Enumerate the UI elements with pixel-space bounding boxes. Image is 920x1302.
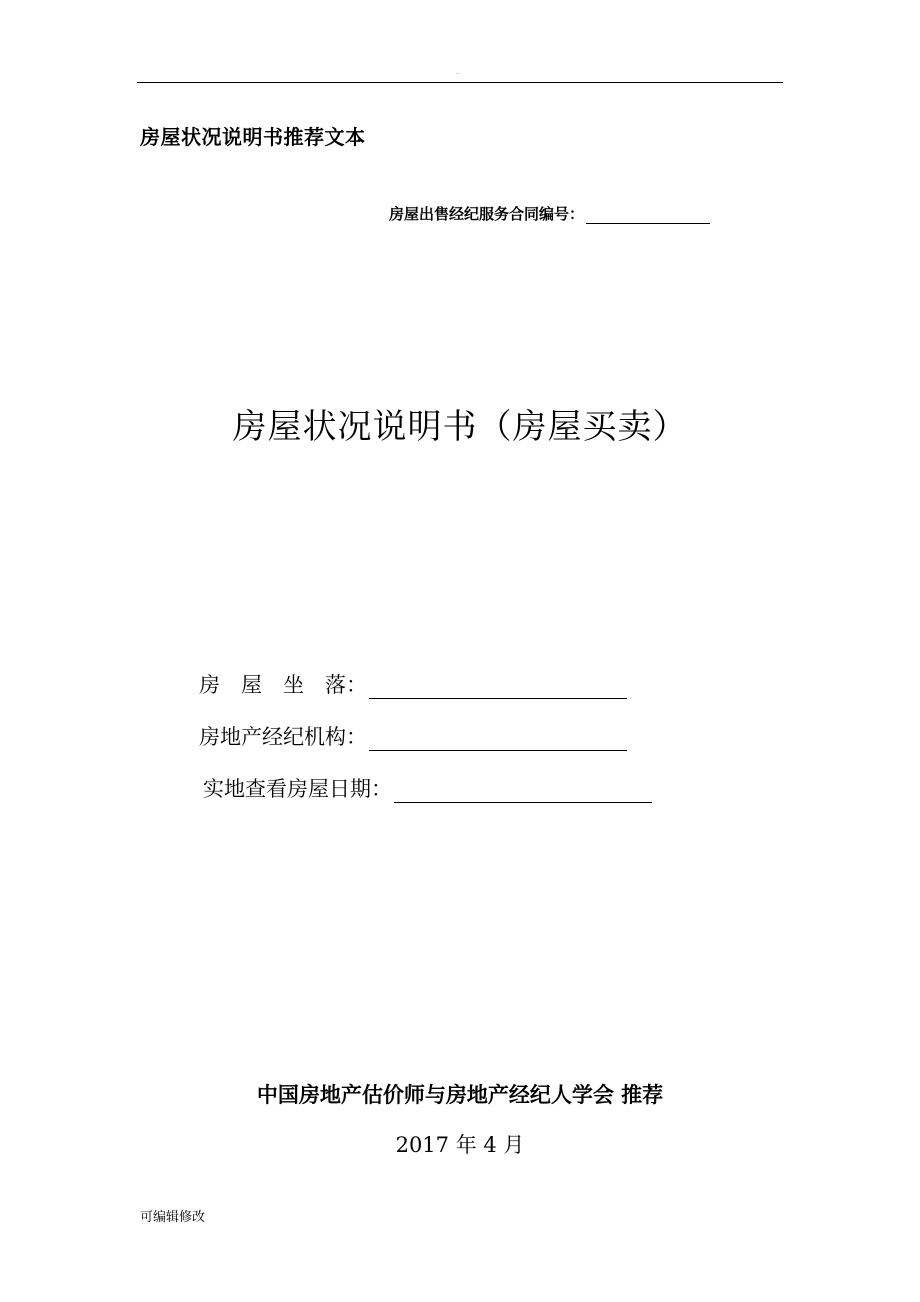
field-label: 房 屋 坐 落：: [199, 673, 367, 697]
document-title: 房屋状况说明书（房屋买卖）: [232, 407, 688, 447]
contract-number-label: 房屋出售经纪服务合同编号：: [389, 205, 585, 223]
footer-note: 可编辑修改: [140, 1210, 206, 1225]
field-house-location: [199, 669, 627, 699]
field-blank[interactable]: [369, 676, 627, 699]
field-blank[interactable]: [369, 728, 627, 751]
document-label: 房屋状况说明书推荐文本: [140, 125, 366, 149]
contract-number-blank[interactable]: [586, 207, 710, 224]
field-label: 房地产经纪机构：: [199, 725, 367, 749]
field-inspection-date: [203, 773, 652, 803]
publish-date: 2017 年 4 月: [395, 1133, 525, 1157]
contract-number-line: [389, 203, 710, 224]
header-rule: [137, 82, 783, 83]
header-dot: .: [457, 69, 459, 76]
field-blank[interactable]: [394, 780, 652, 803]
field-agency: [199, 721, 627, 751]
recommender-line: 中国房地产估价师与房地产经纪人学会 推荐: [256, 1083, 664, 1107]
field-label: 实地查看房屋日期：: [203, 777, 392, 801]
